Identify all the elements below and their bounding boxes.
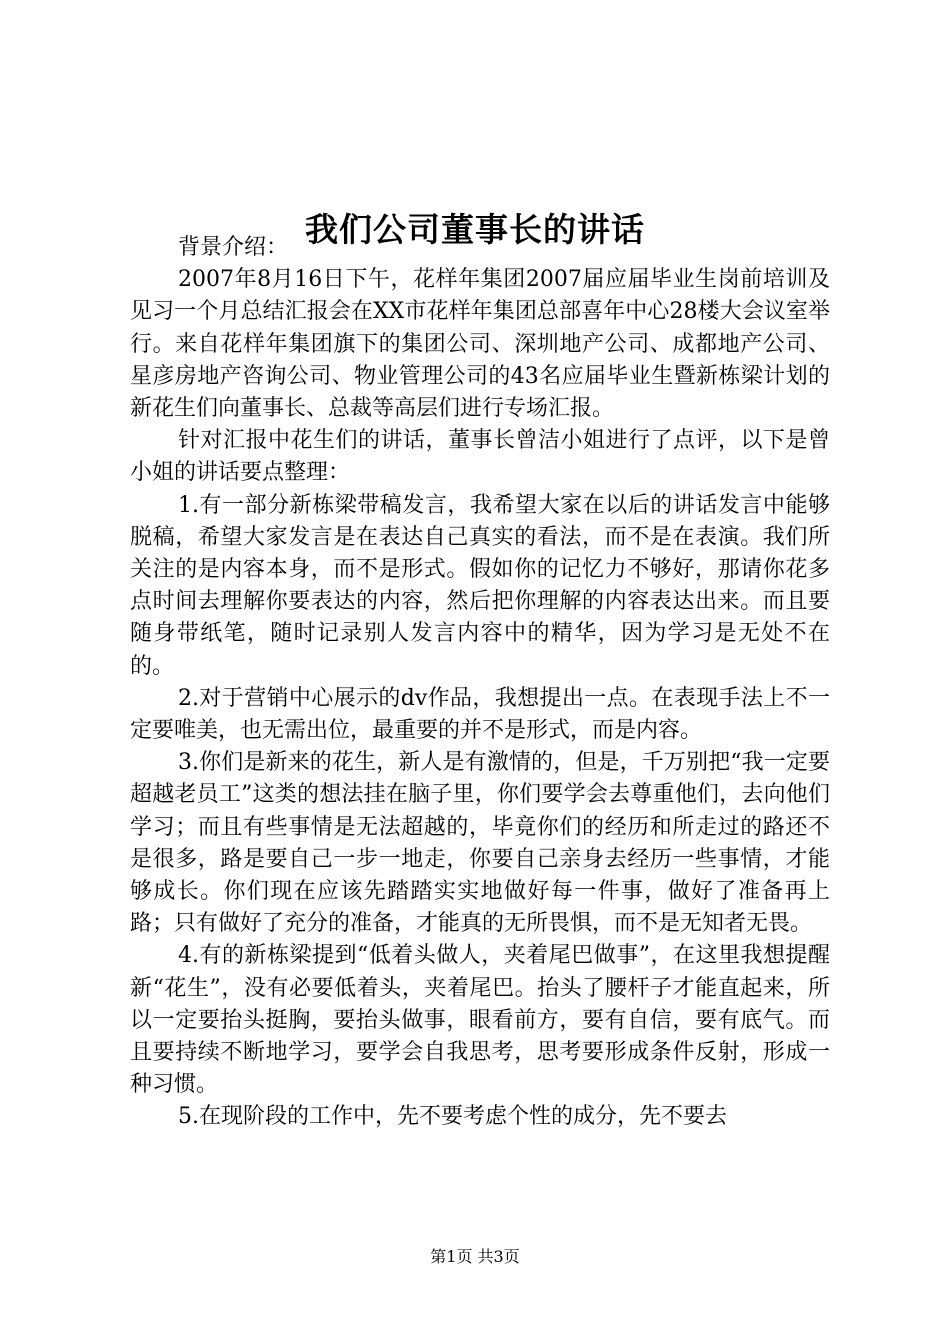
document-body [130, 232, 830, 1134]
page-title: 我们公司董事长的讲话 [305, 210, 645, 250]
paragraph-background-heading: 背景介绍： [178, 235, 289, 260]
paragraph-point-5: 5.在现阶段的工作中，先不要考虑个性的成分，先不要去 [178, 1104, 727, 1130]
paragraph-point-2: 2.对于营销中心展示的dv作品，我想提出一点。在表现手法上不一定要唯美，也无需出位，最重要的并不是形式，而是内容。 [130, 685, 830, 744]
page-footer: 第1页 共3页 [430, 1247, 520, 1266]
paragraph-point-1: 1.有一部分新栋梁带稿发言，我希望大家在以后的讲话发言中能够脱稿，希望大家发言是在表达自己真实的看法，而不是在表演。我们所关注的是内容本身，而不是形式。假如你的记忆力不够好，那请你花多点时间去理解你要表达的内容，然后把你理解的内容表达出来。而且要随身带纸笔，随时记录别人发言内容中的精华，因为学习是无处不在的。 [130, 492, 830, 679]
paragraph-point-3: 3.你们是新来的花生，新人是有激情的，但是，千万别把“我一定要超越老员工”这类的想法挂在脑子里，你们要学会去尊重他们，去向他们学习；而且有些事情是无法超越的，毕竟你们的经历和所走过的路还不是很多，路是要自己一步一地走，你要自己亲身去经历一些事情，才能够成长。你们现在应该先踏踏实实地做好每一件事，做好了准备再上路；只有做好了充分的准备，才能真的无所畏惧，而不是无知者无畏。 [130, 750, 830, 937]
paragraph-background: 2007年8月16日下午，花样年集团2007届应届毕业生岗前培训及见习一个月总结汇报会在XX市花样年集团总部喜年中心28楼大会议室举行。来自花样年集团旗下的集团公司、深圳地产公司、成都地产公司、星彦房地产咨询公司、物业管理公司的43名应届毕业生暨新栋梁计划的新花生们向董事长、总裁等高层们进行专场汇报。 [130, 267, 830, 422]
paragraph-point-4: 4.有的新栋梁提到“低着头做人，夹着尾巴做事”，在这里我想提醒新“花生”，没有必要低着头，夹着尾巴。抬头了腰杆子才能直起来，所以一定要抬头挺胸，要抬头做事，眼看前方，要有自信，要有底气。而且要持续不断地学习，要学会自我思考，思考要形成条件反射，形成一种习惯。 [130, 943, 830, 1098]
paragraph-intro: 针对汇报中花生们的讲话，董事长曾洁小姐进行了点评，以下是曾小姐的讲话要点整理： [130, 428, 830, 486]
